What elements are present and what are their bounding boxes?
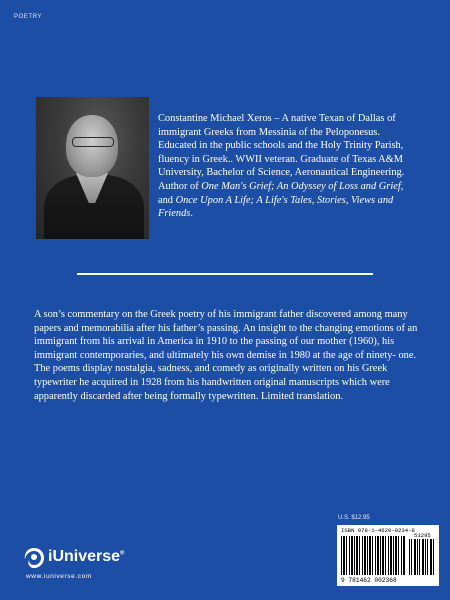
publisher-name: iUniverse® [48, 548, 125, 565]
publisher-url: www.iuniverse.com [26, 573, 92, 580]
bio-text-3: . [190, 208, 193, 220]
price-label: U.S. $12.95 [338, 515, 370, 521]
barcode [337, 525, 439, 586]
addon-bars [409, 539, 435, 575]
addon-code: 51295 [414, 532, 431, 539]
bio-book-title-2: Once Upon A Life; A Life's Tales, Stories, Views and Friends [158, 194, 394, 220]
book-description: A son’s commentary on the Greek poetry of his immigrant father discovered among many papers and memorabilia after his father’s passing. An insight to the changing emotions of an immigrant from his arrival in America in 1910 to the passing of our mother (1960), his immigrant contemporaries, and ultimately his own demise in 1980 at the age of ninety- one. The poems display nostalgia, sadness, and comedy as originally written on his Greek typewriter he acquired in 1928 from his handwritten original manuscripts which were apparently discarded after being formally typewritten. Limited translation. [34, 309, 418, 402]
bio-text-1: Constantine Michael Xeros – A native Texan of Dallas of immigrant Greeks from Messinia of the Peloponesus. Educated in the public schools and the Holy Trinity Parish, fluency in Greek.. WWII veteran. Graduate of Texas A&M University, Bachelor of Science, Aeronautical Engineering. Author of [158, 113, 405, 192]
divider-line [77, 273, 373, 275]
bio-text-2: and [158, 194, 176, 206]
bio-book-title-1: One Man's Grief; An Odyssey of Loss and Grief, [201, 180, 404, 192]
barcode-bars [341, 536, 405, 575]
publisher-logo [22, 542, 142, 582]
isbn-text: ISBN 978-1-4620-0234-8 [341, 527, 415, 534]
category-label: POETRY [14, 14, 43, 20]
iuniverse-swirl-logo-icon [22, 546, 46, 570]
barcode-digits: 9 781462 002368 [341, 577, 397, 584]
author-photo [36, 97, 149, 239]
author-bio [158, 112, 420, 221]
